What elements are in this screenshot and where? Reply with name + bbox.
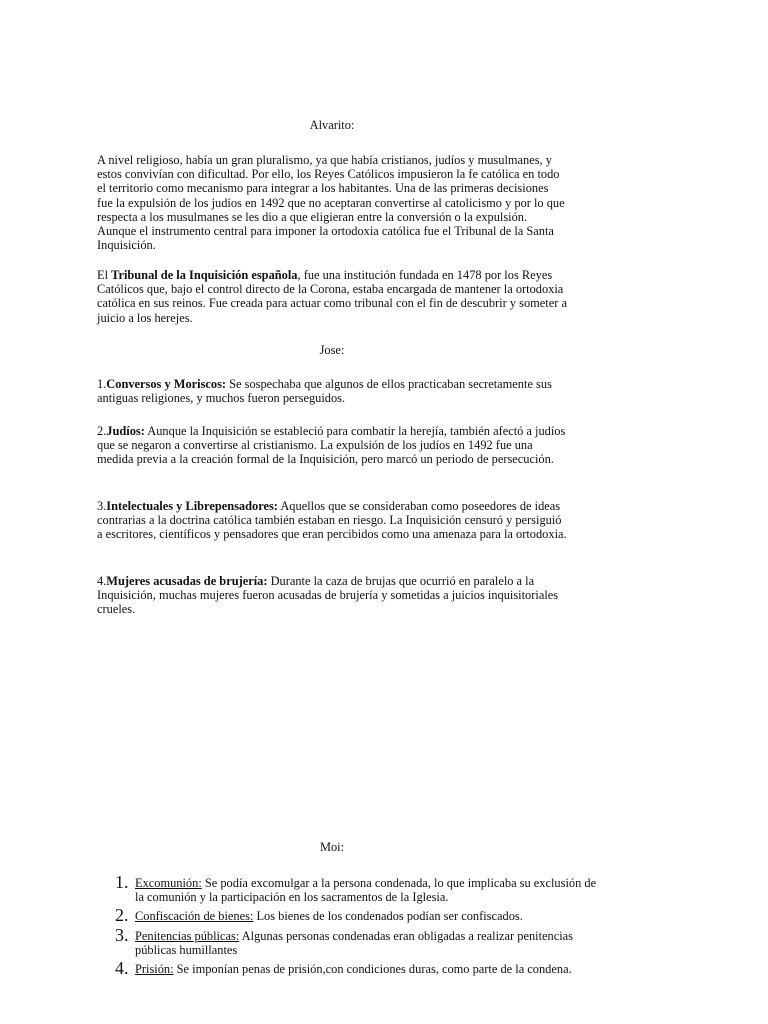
jose-item-text: Se sospechaba que algunos de ellos practicaban secretamente sus antiguas religiones, y muchos fueron perseguidos.	[97, 377, 552, 406]
jose-item-text: Aunque la Inquisición se estableció para combatir la herejía, también afectó a judíos que se negaron a convertirse al cristianismo. La expulsión de los judíos en 1492 fue una medida previa a la creación formal de la Inquisición, pero marcó un periodo de persecución.	[97, 424, 566, 467]
moi-item-term: Confiscación de bienes:	[135, 909, 254, 924]
moi-item-text: Algunas personas condenadas eran obligadas a realizar penitencias públicas humillantes	[135, 928, 573, 957]
moi-item-2	[115, 905, 605, 926]
heading-alvarito: Alvarito:	[309, 118, 355, 132]
paragraph-religion: A nivel religioso, había un gran pluralismo, ya que había cristianos, judíos y musulmanes, y estos convivían con dificultad. Por ello, los Reyes Católicos impusieron la fe católica en todo el territorio como mecanismo para integrar a los habitantes. Una de las primeras decisiones fue la expulsión de los judíos en 1492 que no aceptaran convertirse al catolicismo y por lo que respecta a los musulmanes se les dio a que eligieran entre la conversión o la expulsión. Aunque el instrumento central para imponer la ortodoxia católica fue el Tribunal de la Santa Inquisición.	[97, 153, 565, 253]
moi-item-text: Se podía excomulgar a la persona condenada, lo que implicaba su exclusión de la comunión y la participación en los sacramentos de la Iglesia.	[135, 876, 597, 905]
moi-item-number: 2.	[115, 905, 129, 926]
heading-jose: Jose:	[319, 343, 345, 357]
jose-item-title: Mujeres acusadas de brujería:	[106, 574, 268, 588]
jose-item-4	[97, 574, 567, 617]
moi-item-4	[115, 958, 605, 979]
jose-item-title: Conversos y Moriscos:	[106, 377, 227, 391]
paragraph-tribunal	[97, 268, 567, 325]
jose-item-text: Aquellos que se consideraban como poseedores de ideas contrarias a la doctrina católica también estaban en riesgo. La Inquisición censuró y persiguió a escritores, científicos y pensadores que eran percibidos como una amenaza para la ortodoxia.	[97, 499, 567, 542]
moi-item-term: Prisión:	[135, 962, 174, 977]
jose-item-number: 2.	[97, 424, 107, 438]
jose-item-3	[97, 499, 567, 542]
paragraph-tribunal-bold: Tribunal de la Inquisición española	[111, 268, 298, 282]
moi-list	[97, 872, 605, 981]
moi-item-term: Excomunión:	[135, 876, 202, 890]
jose-item-number: 4.	[97, 574, 107, 588]
jose-item-number: 1.	[97, 377, 107, 391]
jose-item-1	[97, 377, 567, 405]
moi-item-text: Se imponían penas de prisión,con condiciones duras, como parte de la condena.	[173, 962, 572, 977]
moi-item-text: Los bienes de los condenados podían ser confiscados.	[253, 909, 523, 924]
heading-moi: Moi:	[319, 840, 345, 854]
moi-item-number: 1.	[115, 872, 129, 892]
jose-item-text: Durante la caza de brujas que ocurrió en paralelo a la Inquisición, muchas mujeres fueron acusadas de brujería y sometidas a juicios inquisitoriales crueles.	[97, 574, 559, 617]
paragraph-tribunal-post: , fue una institución fundada en 1478 por los Reyes Católicos que, bajo el control directo de la Corona, estaba encargada de mantener la ortodoxia católica en sus reinos. Fue creada para actuar como tribunal con el fin de descubrir y someter a juicio a los herejes.	[97, 268, 567, 325]
moi-item-term: Penitencias públicas:	[135, 928, 240, 943]
moi-item-3	[115, 924, 605, 957]
jose-item-title: Intelectuales y Librepensadores:	[106, 499, 278, 513]
moi-item-1	[115, 872, 605, 905]
paragraph-tribunal-pre: El	[97, 268, 112, 282]
moi-item-number: 3.	[115, 924, 129, 945]
jose-item-2	[97, 424, 567, 467]
moi-item-number: 4.	[115, 958, 129, 979]
jose-item-number: 3.	[97, 499, 107, 513]
jose-item-title: Judíos:	[106, 424, 145, 438]
